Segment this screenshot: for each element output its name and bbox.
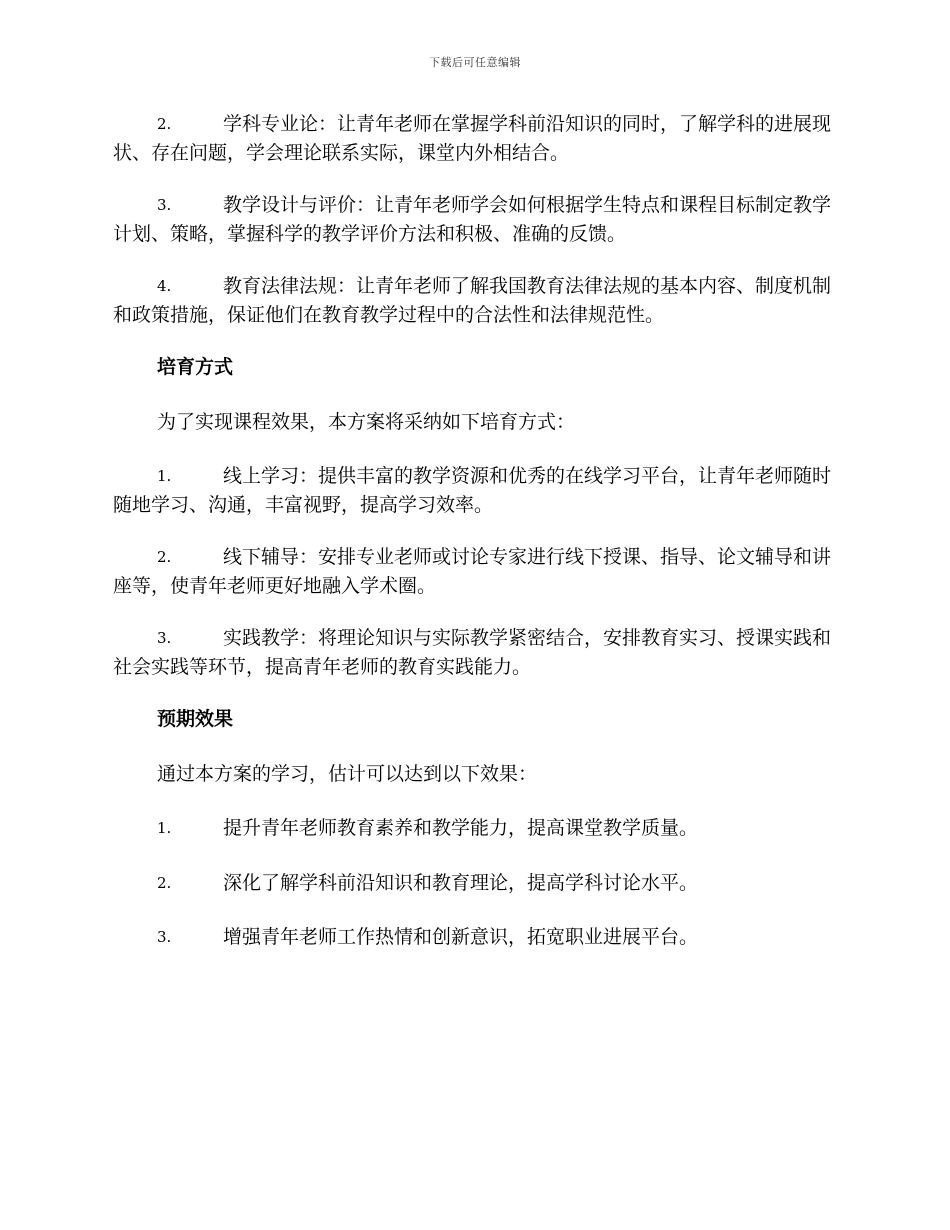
section-heading-methods: 培育方式 — [157, 356, 234, 378]
list-item-number: 3. — [157, 928, 172, 946]
list-item — [113, 191, 835, 248]
list-item-number: 2. — [157, 548, 172, 566]
list-item-number: 2. — [157, 115, 172, 133]
list-item-number: 1. — [157, 467, 172, 485]
list-item-number: 1. — [157, 819, 172, 837]
list-item-text: 教学设计与评价：让青年老师学会如何根据学生特点和课程目标制定教学计划、策略，掌握科学的教学评价方法和积极、准确的反馈。 — [113, 194, 832, 245]
list-item-text: 教育法律法规：让青年老师了解我国教育法律法规的基本内容、制度机制和政策措施，保证他们在教育教学过程中的合法性和法律规范性。 — [113, 275, 832, 326]
list-item-text: 实践教学：将理论知识与实际教学紧密结合，安排教育实习、授课实践和社会实践等环节，提高青年老师的教育实践能力。 — [113, 627, 832, 678]
section-heading-results: 预期效果 — [157, 708, 234, 730]
section-intro-methods: 为了实现课程效果，本方案将采纳如下培育方式： — [157, 410, 576, 433]
list-item — [113, 462, 835, 519]
page-header: 下载后可任意编辑 — [429, 56, 521, 69]
section-intro-results: 通过本方案的学习，估计可以达到以下效果： — [157, 762, 538, 785]
document-body — [113, 110, 835, 978]
list-item-number: 2. — [157, 873, 172, 892]
list-item-text: 学科专业论：让青年老师在掌握学科前沿知识的同时，了解学科的进展现状、存在问题，学会理论联系实际，课堂内外相结合。 — [113, 113, 832, 164]
list-item-text: 线下辅导：安排专业老师或讨论专家进行线下授课、指导、论文辅导和讲座等，使青年老师更好地融入学术圈。 — [113, 546, 832, 597]
list-item-text: 提升青年老师教育素养和教学能力，提高课堂教学质量。 — [223, 817, 699, 839]
list-item-number: 4. — [157, 277, 172, 295]
list-item-number: 3. — [157, 196, 172, 214]
list-item — [113, 923, 835, 952]
list-item — [113, 543, 835, 600]
list-item-text: 线上学习：提供丰富的教学资源和优秀的在线学习平台，让青年老师随时随地学习、沟通，丰富视野，提高学习效率。 — [113, 465, 832, 516]
list-item — [113, 814, 835, 843]
list-item — [113, 272, 835, 329]
list-item-text: 增强青年老师工作热情和创新意识，拓宽职业进展平台。 — [223, 926, 699, 948]
list-item-text: 深化了解学科前沿知识和教育理论，提高学科讨论水平。 — [223, 871, 699, 894]
list-item — [113, 110, 835, 167]
list-item — [113, 869, 835, 898]
list-item — [113, 624, 835, 681]
list-item-number: 3. — [157, 629, 172, 647]
